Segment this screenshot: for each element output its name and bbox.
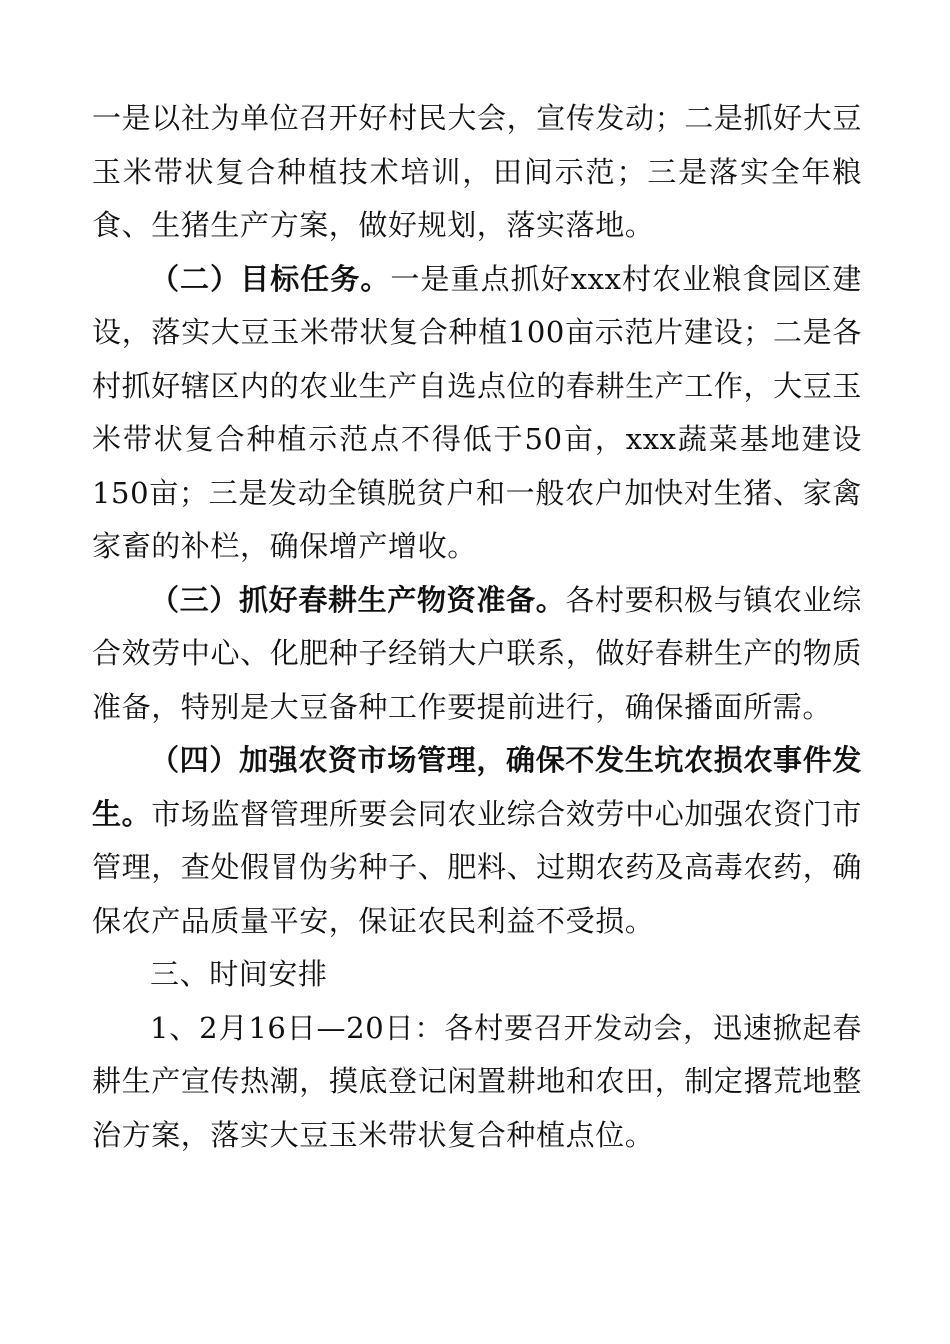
paragraph-text: 一是以社为单位召开好村民大会，宣传发动；二是抓好大豆玉米带状复合种植技术培训，田间示范；三是落实全年粮食、生猪生产方案，做好规划，落实落地。 bbox=[92, 101, 862, 242]
paragraph-target-tasks bbox=[92, 253, 862, 574]
schedule-item-text: 1、2月16日—20日：各村要召开发动会，迅速掀起春耕生产宣传热潮，摸底登记闲置耕地和农田，制定撂荒地整治方案，落实大豆玉米带状复合种植点位。 bbox=[92, 1010, 862, 1152]
section-title: 三、时间安排 bbox=[150, 957, 328, 991]
paragraph-text: 市场监督管理所要会同农业综合效劳中心加强农资门市管理，查处假冒伪劣种子、肥料、过期农药及高毒农药，确保农产品质量平安，保证农民利益不受损。 bbox=[92, 796, 862, 938]
paragraph-material-prep bbox=[92, 574, 862, 735]
paragraph-heading: （四）加强农资市场管理，确保不发生坑农损农事件发生。 bbox=[92, 743, 862, 831]
section-title-schedule bbox=[92, 948, 862, 1002]
paragraph-market-management bbox=[92, 734, 862, 948]
paragraph-text: 一是重点抓好xxx村农业粮食园区建设，落实大豆玉米带状复合种植100亩示范片建设；二是各村抓好辖区内的农业生产自选点位的春耕生产工作，大豆玉米带状复合种植示范点不得低于50亩，xxx蔬菜基地建设150亩；三是发动全镇脱贫户和一般农户加快对生猪、家禽家畜的补栏，确保增产增收。 bbox=[92, 261, 863, 563]
paragraph-continuation bbox=[92, 92, 862, 253]
paragraph-text: 各村要积极与镇农业综合效劳中心、化肥种子经销大户联系，做好春耕生产的物质准备，特别是大豆备种工作要提前进行，确保播面所需。 bbox=[92, 582, 862, 724]
document-body bbox=[92, 92, 862, 1162]
schedule-item-1 bbox=[92, 1002, 862, 1163]
paragraph-heading: （二）目标任务。 bbox=[150, 261, 391, 296]
paragraph-heading: （三）抓好春耕生产物资准备。 bbox=[150, 582, 566, 617]
